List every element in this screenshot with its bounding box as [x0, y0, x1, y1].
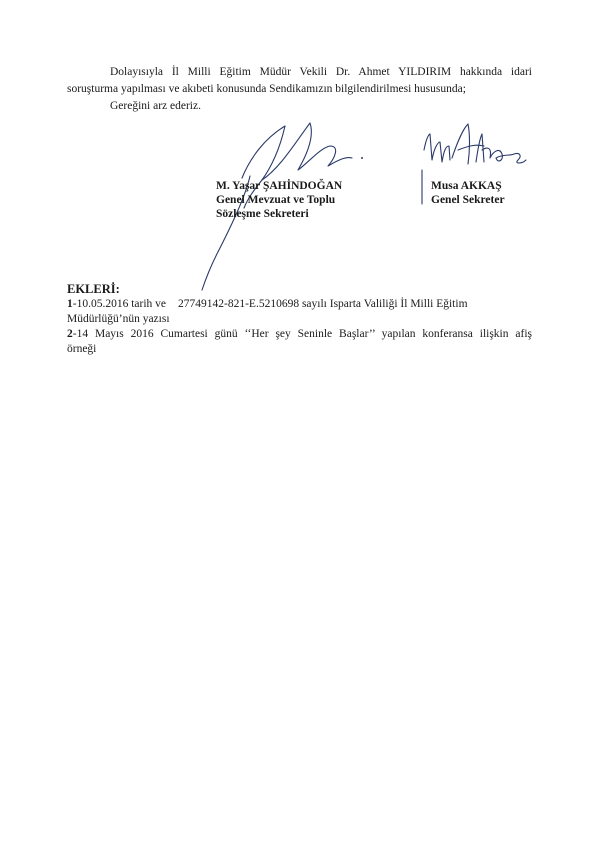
- body-line-1: Dolayısıyla İl Milli Eğitim Müdür Vekili Dr. Ahmet YILDIRIM hakkında idari: [110, 66, 532, 78]
- signature-left-block: [216, 179, 342, 221]
- signature-left-name: M. Yaşar ŞAHİNDOĞAN: [216, 180, 343, 192]
- attachment-1-number: 1: [67, 298, 73, 310]
- attachment-item-1: [67, 297, 532, 327]
- attachment-1-text-c: Müdürlüğü’nün yazısı: [67, 313, 170, 325]
- attachment-1-text-b: 27749142-821-E.5210698 sayılı Isparta Valiliği İl Milli Eğitim: [178, 298, 468, 310]
- attachment-2-text-b: örneği: [67, 343, 97, 355]
- signature-right-title-1: Genel Sekreter: [431, 194, 505, 206]
- signature-left-title-1: Genel Mevzuat ve Toplu: [216, 194, 336, 206]
- body-paragraph: [67, 64, 532, 115]
- closing-line: Gereğini arz ederiz.: [110, 100, 201, 112]
- attachment-2-text-a: -14 Mayıs 2016 Cumartesi günü ‘‘Her şey Seninle Başlar’’ yapılan konferansa ilişkin afiş: [72, 328, 532, 340]
- attachment-item-2: [67, 327, 532, 357]
- body-line-2: soruşturma yapılması ve akıbeti konusunda Sendikamızın bilgilendirilmesi hususunda;: [67, 83, 466, 95]
- attachments-heading: EKLERİ:: [67, 282, 120, 296]
- signature-right-name: Musa AKKAŞ: [431, 180, 502, 192]
- signature-left-title-2: Sözleşme Sekreteri: [216, 208, 309, 220]
- signature-right-block: [431, 179, 505, 207]
- attachment-1-text-a: -10.05.2016 tarih ve: [72, 298, 167, 310]
- attachment-2-number: 2: [67, 328, 73, 340]
